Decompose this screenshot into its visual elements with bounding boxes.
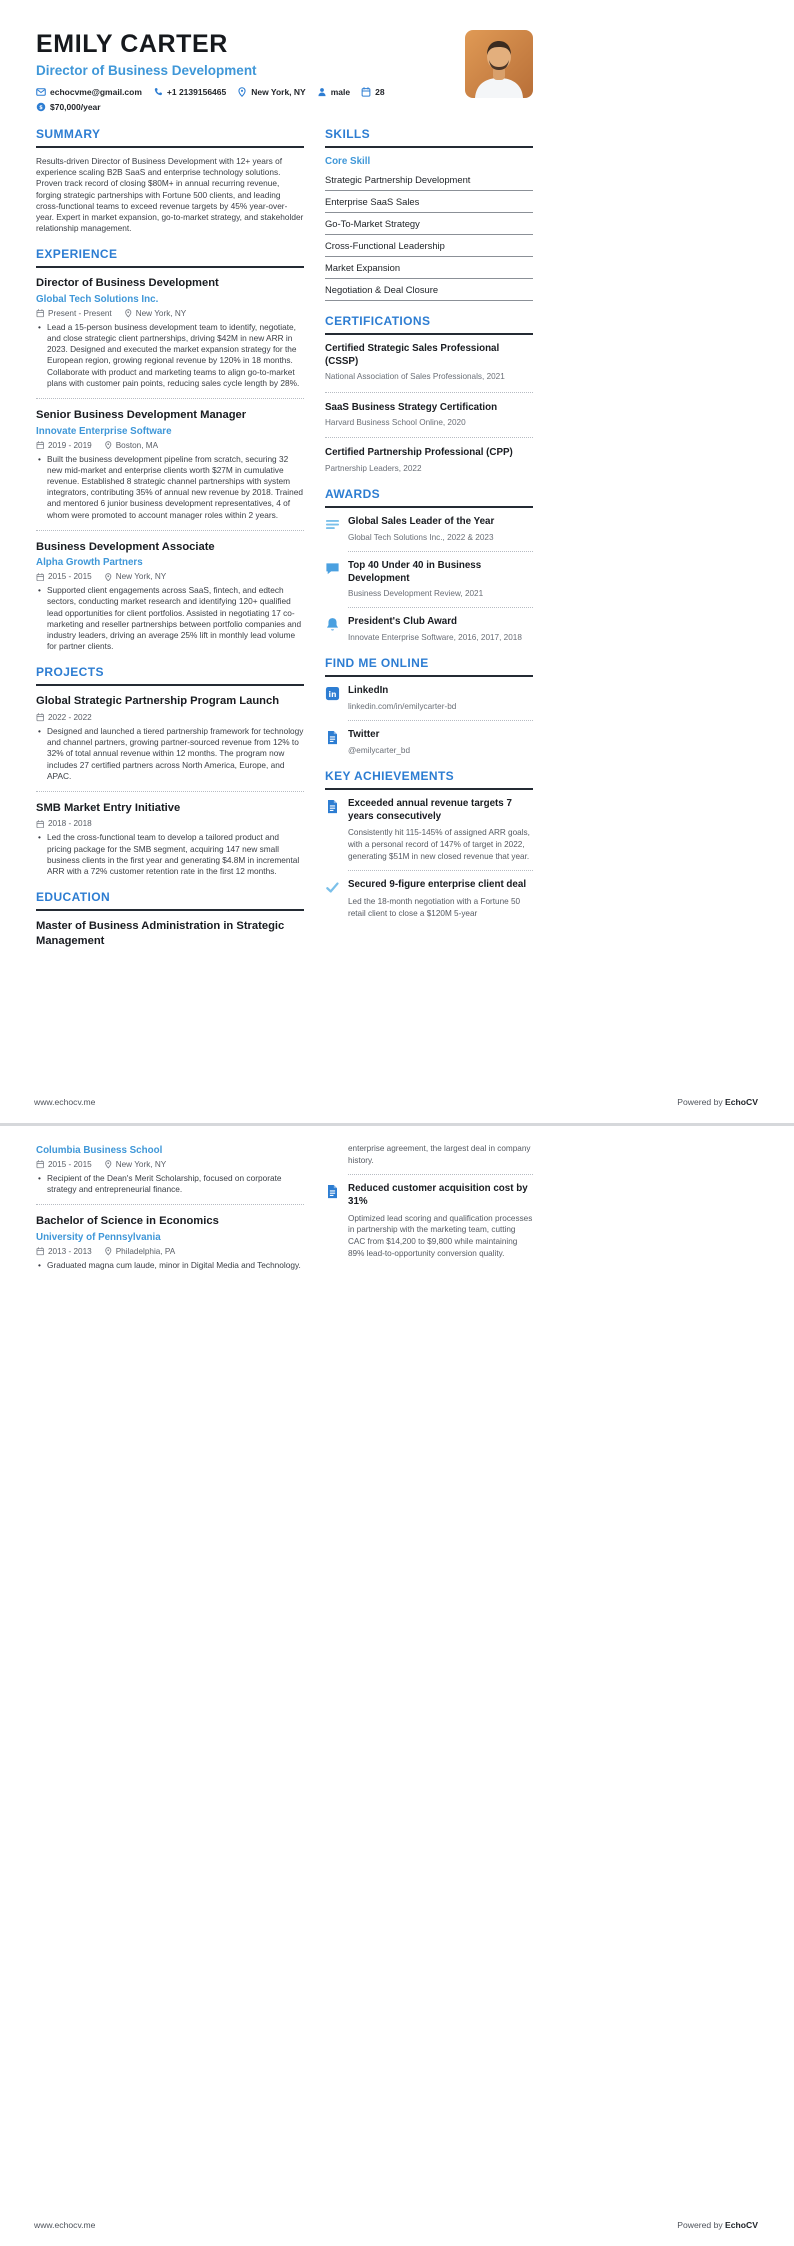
job-bullet: • Supported client engagements across SaaS, fintech, and edtech sectors, conducting market research and identifying 120+ qualified lead opportunities for client portfolios. Assisted in negotiating 17 co-marketing and reseller partnerships between portfolio companies and industry leaders, driving an average 25% lift in monthly lead volume for partner clients. xyxy=(36,585,304,652)
education-heading: EDUCATION xyxy=(36,890,304,911)
achievement-item xyxy=(325,1183,533,1259)
social-body xyxy=(348,729,410,756)
job-dates-text: 2015 - 2015 xyxy=(48,572,92,582)
calendar-icon xyxy=(36,1247,45,1256)
experience-entry xyxy=(36,276,304,389)
location-icon xyxy=(104,1160,113,1169)
candidate-name: EMILY CARTER xyxy=(36,30,228,58)
contact-age-text: 28 xyxy=(375,87,385,97)
summary-text: Results-driven Director of Business Development with 12+ years of experience scaling B2B SaaS and enterprise technology solutions. Proven track record of closing $80M+ in annual recurring revenue, forging strategic partnerships with Fortune 500 clients, and leading cross-functional teams to exceed revenue targets by 45% year-over-year. Expert in market expansion, go-to-market strategy, and stakeholder relationship management. xyxy=(36,156,304,234)
find-me-online-section xyxy=(325,656,533,756)
certification-title: Certified Strategic Sales Professional (CSSP) xyxy=(325,343,500,367)
education-dates-text: 2015 - 2015 xyxy=(48,1160,92,1169)
project-dates xyxy=(36,819,92,828)
achievement-text: Consistently hit 115-145% of assigned ARR goals, with a personal record of 147% of target in 2022, generating $51M in new closed revenue that year. xyxy=(348,828,530,861)
social-network: Twitter xyxy=(348,729,380,741)
social-body xyxy=(348,685,456,712)
certifications-heading: CERTIFICATIONS xyxy=(325,314,533,335)
avatar-image xyxy=(465,30,533,98)
skill-item: Strategic Partnership Development xyxy=(325,169,533,191)
footer-brand: EchoCV xyxy=(725,2220,758,2230)
location-icon xyxy=(104,441,113,450)
left-column xyxy=(36,127,304,962)
twitter-icon xyxy=(325,730,340,745)
achievement-body xyxy=(348,1183,533,1259)
job-company: Alpha Growth Partners xyxy=(36,557,143,569)
contact-location-text: New York, NY xyxy=(251,87,306,97)
job-meta xyxy=(36,572,304,581)
job-dates-text: 2019 - 2019 xyxy=(48,440,92,450)
linkedin-icon xyxy=(325,686,340,701)
awards-heading: AWARDS xyxy=(325,487,533,508)
education-location xyxy=(104,1160,167,1169)
separator xyxy=(348,720,533,721)
degree-title: Master of Business Administration in Strategic Management xyxy=(36,920,285,948)
job-company: Innovate Enterprise Software xyxy=(36,425,172,437)
check-icon xyxy=(325,880,340,895)
job-title: Senior Business Development Manager xyxy=(36,409,247,421)
contact-row xyxy=(36,87,533,112)
awards-section xyxy=(325,487,533,643)
education-location-text: New York, NY xyxy=(115,1160,167,1169)
education-entry xyxy=(36,1214,304,1271)
award-org: Business Development Review, 2021 xyxy=(348,589,484,599)
award-body xyxy=(348,516,494,543)
footer-brand: EchoCV xyxy=(725,1097,758,1107)
calendar-icon xyxy=(36,309,45,318)
project-dates-text: 2018 - 2018 xyxy=(48,819,92,829)
projects-section xyxy=(36,665,304,877)
award-title: Global Sales Leader of the Year xyxy=(348,516,495,528)
experience-section xyxy=(36,247,304,652)
job-meta xyxy=(36,309,304,318)
achievement-title: Secured 9-figure enterprise client deal xyxy=(348,879,527,891)
project-title: Global Strategic Partnership Program Launch xyxy=(36,695,280,708)
experience-entry xyxy=(36,540,304,653)
certification-org: Partnership Leaders, 2022 xyxy=(325,464,422,474)
degree-title: Bachelor of Science in Economics xyxy=(36,1215,219,1228)
project-dates xyxy=(36,713,92,722)
certification-title: Certified Partnership Professional (CPP) xyxy=(325,447,513,459)
achievement-title: Reduced customer acquisition cost by 31% xyxy=(348,1183,528,1208)
phone-icon xyxy=(153,87,163,97)
contact-age xyxy=(361,87,384,97)
left-column xyxy=(36,1143,304,1271)
social-item-linkedin[interactable] xyxy=(325,685,533,712)
contact-location xyxy=(237,87,305,97)
project-meta xyxy=(36,713,304,722)
award-item xyxy=(325,616,533,643)
summary-heading: SUMMARY xyxy=(36,127,304,148)
header xyxy=(36,30,533,112)
job-location-text: New York, NY xyxy=(135,308,187,318)
separator xyxy=(36,398,304,399)
job-company: Global Tech Solutions Inc. xyxy=(36,293,159,305)
school-name: University of Pennsylvania xyxy=(36,1231,161,1243)
certification-title: SaaS Business Strategy Certification xyxy=(325,401,498,413)
job-bullet: • Lead a 15-person business development team to identify, negotiate, and close strategic client partnerships, driving $42M in new ARR in 2023. Designed and executed the market expansion strategy for the European region, growing regional revenue by 120% in 18 months. Collaborate with product and marketing teams to align go-to-market plans with customer pain points, reducing sales cycle length by 28%. xyxy=(36,322,304,389)
page-footer xyxy=(34,1097,758,1107)
award-body xyxy=(348,616,522,643)
calendar-icon xyxy=(36,820,45,829)
award-title: Top 40 Under 40 in Business Development xyxy=(348,559,482,584)
job-title: Director of Business Development xyxy=(36,277,219,290)
footer-site-link[interactable]: www.echocv.me xyxy=(34,2220,96,2230)
job-dates xyxy=(36,572,92,581)
education-location-text: Philadelphia, PA xyxy=(115,1246,176,1256)
project-title: SMB Market Entry Initiative xyxy=(36,801,181,814)
speech-bubble-icon xyxy=(325,561,340,576)
job-bullet: • Built the business development pipeline from scratch, securing 32 new mid-market and enterprise clients worth $27M in cumulative revenue. Established 8 strategic channel partnerships with system integrators, contributing 35% of annual new revenue by 2018. Trained and mentored 6 junior business development representatives, 4 of whom were promoted to account manager roles within 2 years. xyxy=(36,454,304,521)
separator xyxy=(348,1174,533,1175)
award-org: Global Tech Solutions Inc., 2022 & 2023 xyxy=(348,532,494,542)
list-lines-icon xyxy=(325,517,340,532)
education-location xyxy=(104,1247,175,1256)
job-dates xyxy=(36,309,112,318)
project-meta xyxy=(36,819,304,828)
location-icon xyxy=(104,1247,113,1256)
job-meta xyxy=(36,441,304,450)
footer-powered xyxy=(677,1097,758,1107)
separator xyxy=(36,1204,304,1205)
education-bullet: • Recipient of the Dean's Merit Scholarship, focused on corporate strategy and entrepreneurial finance. xyxy=(36,1173,304,1195)
project-entry xyxy=(36,801,304,877)
document-icon xyxy=(325,1184,340,1199)
calendar-icon xyxy=(361,87,371,97)
page-footer xyxy=(34,2220,758,2230)
certification-org: Harvard Business School Online, 2020 xyxy=(325,418,466,428)
certification-item xyxy=(325,343,533,383)
job-location xyxy=(104,441,158,450)
separator xyxy=(325,437,533,438)
project-dates-text: 2022 - 2022 xyxy=(48,712,92,722)
contact-gender xyxy=(317,87,350,97)
contact-salary xyxy=(36,102,101,112)
contact-phone[interactable] xyxy=(153,87,226,97)
achievement-text: Optimized lead scoring and qualification processes in partnership with the marketing team, cutting CAC from $14,200 to $9,800 while maintaining 89% lead-to-opportunity conversion quality. xyxy=(348,1213,533,1258)
experience-entry xyxy=(36,408,304,521)
achievement-title: Exceeded annual revenue targets 7 years consecutively xyxy=(348,797,512,822)
document-icon xyxy=(325,799,340,814)
social-network: LinkedIn xyxy=(348,685,389,697)
location-icon xyxy=(237,87,247,97)
contact-email-text: echocvme@gmail.com xyxy=(50,87,142,97)
separator xyxy=(348,607,533,608)
right-column xyxy=(325,127,533,932)
page-1-content xyxy=(0,0,794,962)
education-entry xyxy=(36,1145,304,1195)
key-achievements-section xyxy=(325,769,533,919)
achievement-body xyxy=(348,879,533,919)
project-entry xyxy=(36,694,304,782)
calendar-icon xyxy=(36,713,45,722)
award-item xyxy=(325,560,533,600)
project-bullet: • Led the cross-functional team to develop a tailored product and pricing package for the SMB segment, acquiring 147 new small business clients in the first year and generating $4.8M in incremental ARR with a 72% customer retention rate in the first 12 months. xyxy=(36,832,304,877)
skill-item: Go-To-Market Strategy xyxy=(325,213,533,235)
achievement-text-continuation: enterprise agreement, the largest deal in company history. xyxy=(348,1144,531,1165)
skill-item: Cross-Functional Leadership xyxy=(325,235,533,257)
separator xyxy=(36,530,304,531)
achievement-item xyxy=(325,879,533,919)
certification-item xyxy=(325,447,533,474)
achievement-body xyxy=(348,798,533,862)
contact-gender-text: male xyxy=(330,87,351,97)
social-handle[interactable]: @emilycarter_bd xyxy=(348,745,411,755)
separator xyxy=(36,791,304,792)
footer-powered-prefix: Powered by xyxy=(677,1097,723,1107)
projects-heading: PROJECTS xyxy=(36,665,304,686)
key-achievements-heading: KEY ACHIEVEMENTS xyxy=(325,769,533,790)
page-2-content xyxy=(0,1126,794,1271)
calendar-icon xyxy=(36,573,45,582)
education-dates-text: 2013 - 2013 xyxy=(48,1246,92,1256)
job-dates xyxy=(36,441,92,450)
certification-item xyxy=(325,402,533,429)
skills-group-label: Core Skill xyxy=(325,156,371,167)
contact-salary-text: $70,000/year xyxy=(50,102,101,112)
location-icon xyxy=(104,573,113,582)
footer-site-link[interactable]: www.echocv.me xyxy=(34,1097,96,1107)
contact-email[interactable] xyxy=(36,87,142,97)
award-title: President's Club Award xyxy=(348,616,458,628)
school-name: Columbia Business School xyxy=(36,1145,163,1156)
contact-phone-text: +1 2139156465 xyxy=(166,87,227,97)
education-bullet: • Graduated magna cum laude, minor in Digital Media and Technology. xyxy=(36,1260,304,1271)
resume-page-2 xyxy=(0,1123,794,2246)
certifications-section xyxy=(325,314,533,474)
job-dates-text: Present - Present xyxy=(48,308,112,318)
location-icon xyxy=(124,309,133,318)
footer-powered-prefix: Powered by xyxy=(677,2220,723,2230)
job-location xyxy=(104,572,167,581)
award-org: Innovate Enterprise Software, 2016, 2017, 2018 xyxy=(348,633,522,643)
candidate-headline: Director of Business Development xyxy=(36,63,257,78)
education-meta xyxy=(36,1160,304,1169)
experience-heading: EXPERIENCE xyxy=(36,247,304,268)
separator xyxy=(348,870,533,871)
achievement-text: Led the 18-month negotiation with a Fortune 50 retail client to close a $120M 5-year xyxy=(348,896,521,918)
avatar xyxy=(465,30,533,98)
job-location-text: Boston, MA xyxy=(115,440,159,450)
find-me-online-heading: FIND ME ONLINE xyxy=(325,656,533,677)
separator xyxy=(325,392,533,393)
job-title: Business Development Associate xyxy=(36,540,215,553)
job-location-text: New York, NY xyxy=(115,572,167,582)
calendar-icon xyxy=(36,441,45,450)
skill-item: Market Expansion xyxy=(325,257,533,279)
social-handle[interactable]: linkedin.com/in/emilycarter-bd xyxy=(348,701,457,711)
education-section xyxy=(36,890,304,949)
footer-powered xyxy=(677,2220,758,2230)
certification-org: National Association of Sales Professionals, 2021 xyxy=(325,372,505,382)
calendar-icon xyxy=(36,1160,45,1169)
skills-heading: SKILLS xyxy=(325,127,533,148)
right-column xyxy=(325,1143,533,1259)
project-bullet: • Designed and launched a tiered partnership framework for technology and channel partners, growing partner-sourced revenue from 12% to 32% of total annual revenue within 12 months. The program now includes 27 certified partners across North America, Europe, and APAC. xyxy=(36,726,304,782)
dollar-icon xyxy=(36,102,46,112)
person-icon xyxy=(317,87,327,97)
education-dates xyxy=(36,1247,92,1256)
skills-section xyxy=(325,127,533,301)
achievement-item xyxy=(325,798,533,862)
bell-icon xyxy=(325,617,340,632)
award-item xyxy=(325,516,533,543)
email-icon xyxy=(36,87,46,97)
education-meta xyxy=(36,1247,304,1256)
summary-section xyxy=(36,127,304,234)
social-item-twitter[interactable] xyxy=(325,729,533,756)
job-location xyxy=(124,309,187,318)
separator xyxy=(348,551,533,552)
skill-item: Enterprise SaaS Sales xyxy=(325,191,533,213)
skill-item: Negotiation & Deal Closure xyxy=(325,279,533,301)
award-body xyxy=(348,560,533,600)
education-dates xyxy=(36,1160,92,1169)
